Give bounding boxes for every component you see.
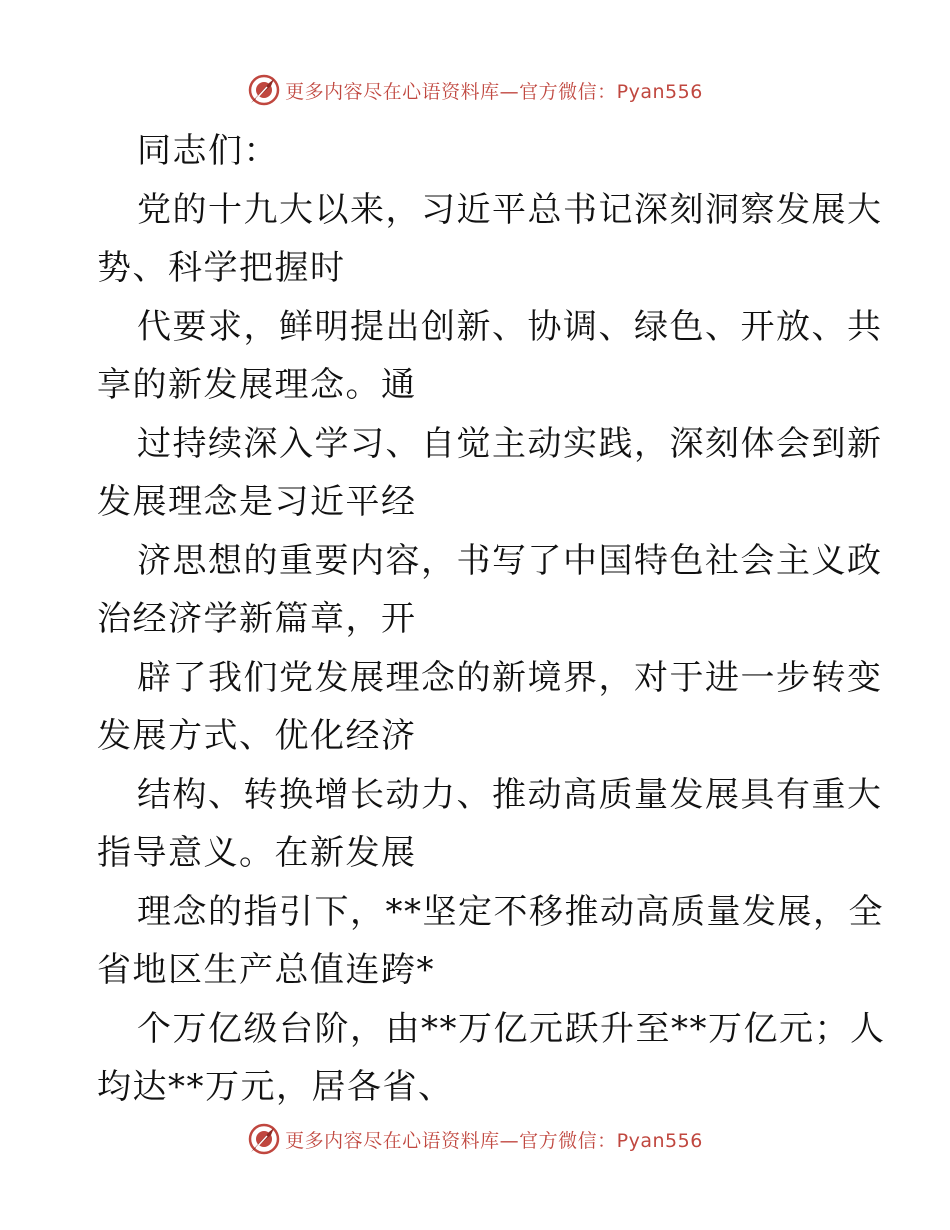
- text-line: 指导意义。在新发展: [97, 833, 417, 873]
- text-line: 发展方式、优化经济: [97, 716, 417, 756]
- text-line: 理念的指引下，**坚定不移推动高质量发展，全: [137, 891, 884, 932]
- text-line: 享的新发展理念。通: [97, 365, 417, 405]
- text-line: 省地区生产总值连跨*: [97, 950, 435, 990]
- text-line: 势、科学把握时: [97, 248, 346, 288]
- footer-watermark: [0, 1121, 950, 1157]
- text-line: 辟了我们党发展理念的新境界，对于进一步转变: [137, 657, 883, 698]
- text-line: 治经济学新篇章，开: [97, 599, 417, 639]
- text-line: 结构、转换增长动力、推动高质量发展具有重大: [137, 774, 883, 815]
- document-body: [97, 122, 886, 1117]
- header-watermark: [0, 72, 950, 108]
- text-line: 发展理念是习近平经: [97, 482, 417, 522]
- text-line: 过持续深入学习、自觉主动实践，深刻体会到新: [137, 423, 883, 464]
- watermark-text: 更多内容尽在心语资料库—官方微信：Pyan556: [285, 1129, 703, 1152]
- text-line: 均达**万元，居各省、: [97, 1067, 454, 1107]
- watermark-text: 更多内容尽在心语资料库—官方微信：Pyan556: [285, 80, 703, 103]
- text-line: 党的十九大以来，习近平总书记深刻洞察发展大: [137, 189, 883, 230]
- text-line: 个万亿级台阶，由**万亿元跃升至**万亿元；人: [137, 1008, 886, 1049]
- red-quill-seal-icon: [247, 1122, 281, 1156]
- red-quill-seal-icon: [247, 73, 281, 107]
- text-line: 代要求，鲜明提出创新、协调、绿色、开放、共: [137, 306, 883, 347]
- text-line: 济思想的重要内容，书写了中国特色社会主义政: [137, 540, 883, 581]
- salutation-line: 同志们：: [137, 131, 279, 171]
